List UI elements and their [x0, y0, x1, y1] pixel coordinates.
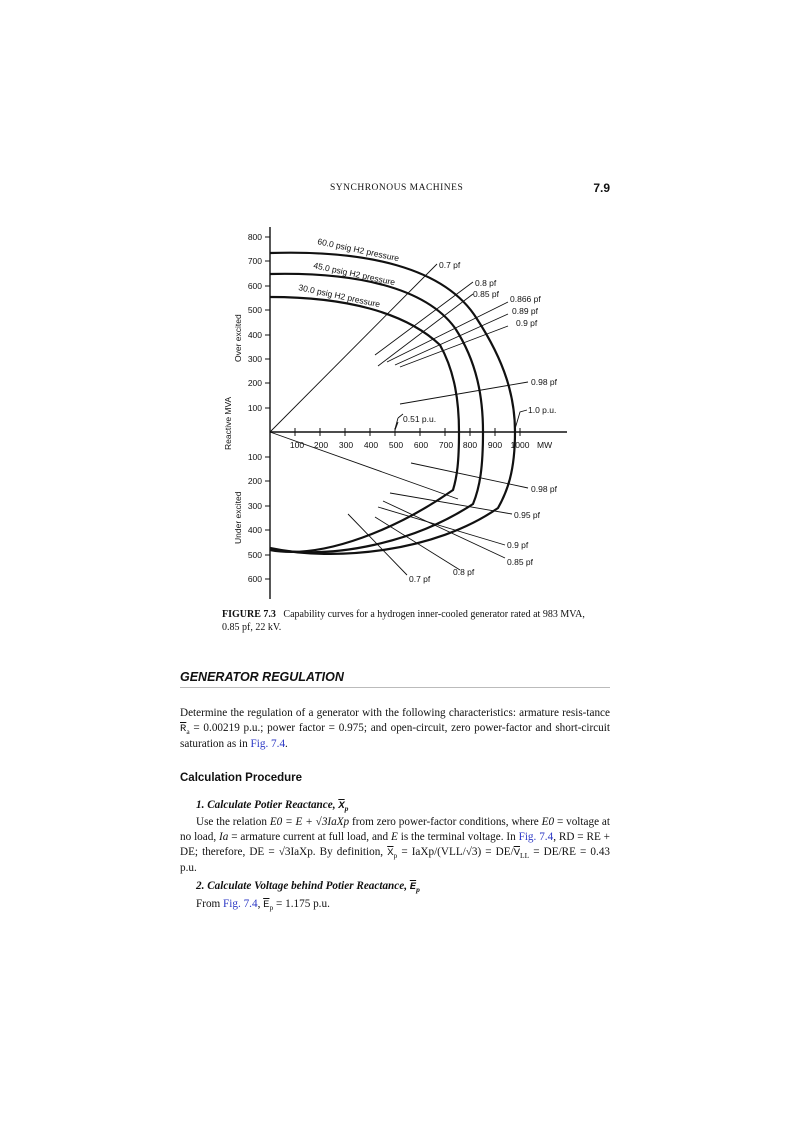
page-number: 7.9: [593, 181, 610, 195]
y-tick-label: 200: [247, 476, 262, 486]
symbol-x: $\overline{X}$: [338, 800, 345, 812]
pf-label: 0.85 pf: [473, 289, 499, 299]
curve-30-psig: [270, 297, 459, 552]
caption-label: FIGURE 7.3: [222, 609, 276, 620]
pf-label: 0.85 pf: [507, 557, 533, 567]
fig-7-4-link[interactable]: Fig. 7.4: [518, 831, 554, 843]
y-tick-label: 200: [247, 378, 262, 388]
caption-text: Capability curves for a hydrogen inner-cooled generator rated at 983 MVA, 0.85 pf, 22 kV.: [222, 609, 585, 633]
curve-45-psig: [270, 274, 483, 552]
intro-paragraph: [180, 706, 610, 752]
step-1-heading: [196, 799, 348, 812]
intro-text: .: [285, 738, 288, 750]
step-text: from zero power-factor conditions, where: [349, 816, 542, 828]
marker-label: 0.51 p.u.: [403, 414, 437, 424]
y-tick-label: 500: [247, 305, 262, 315]
x-tick-label: 100: [289, 440, 305, 450]
equation: E0 = E + √3IaXp: [269, 816, 350, 828]
x-tick-label: 200: [313, 440, 329, 450]
y-tick-label: 100: [247, 403, 262, 413]
pf-label: 0.8 pf: [475, 278, 497, 288]
x-tick-label: 800: [462, 440, 478, 450]
y-tick-label: 300: [247, 501, 262, 511]
y-tick-label: 500: [247, 550, 262, 560]
pf-label: 0.95 pf: [514, 510, 540, 520]
x-tick-label: 600: [413, 440, 429, 450]
pf-label: 0.98 pf: [531, 377, 557, 387]
fig-7-4-link[interactable]: Fig. 7.4: [223, 898, 258, 910]
running-title: SYNCHRONOUS MACHINES: [330, 183, 464, 193]
y-tick-label: 400: [247, 330, 262, 340]
x-axis-unit: MW: [537, 440, 553, 450]
axis-label-under-excited: Under excited: [233, 491, 243, 544]
pf-label: 0.866 pf: [510, 294, 541, 304]
pf-label: 0.89 pf: [512, 306, 538, 316]
curve-label-30: 30.0 psig H2 pressure: [297, 282, 382, 310]
section-heading: GENERATOR REGULATION: [180, 670, 610, 688]
step-2-paragraph: [196, 897, 610, 913]
subscript: p: [393, 851, 398, 861]
symbol-v: $\overline{V}$: [513, 847, 521, 859]
subscript: p: [416, 885, 420, 895]
y-tick-label: 400: [247, 525, 262, 535]
x-tick-label: 1000: [510, 440, 530, 450]
x-tick-label: 400: [363, 440, 379, 450]
equation: E0: [541, 816, 555, 828]
pf-label: 0.9 pf: [516, 318, 538, 328]
y-tick-marks: [265, 237, 270, 579]
symbol-e: $\overline{E}$: [409, 881, 417, 893]
step-text: = voltage at no load,: [180, 816, 610, 843]
step-title: 2. Calculate Voltage behind Potier Reactance,: [196, 880, 407, 892]
curve-label-60: 60.0 psig H2 pressure: [316, 236, 401, 264]
y-tick-label: 300: [247, 354, 262, 364]
step-1-paragraph: [180, 815, 610, 876]
symbol-e: $\overline{E}$: [263, 899, 270, 911]
pf-label: 0.98 pf: [531, 484, 557, 494]
x-tick-label: 500: [388, 440, 404, 450]
step-text: From: [196, 898, 224, 910]
running-header: [180, 183, 610, 201]
y-tick-label: 600: [247, 281, 262, 291]
symbol-x: $\overline{X}$: [387, 847, 394, 859]
step-text: = armature current at full load, and: [228, 831, 391, 843]
equation: Ia: [219, 831, 229, 843]
subscript: p: [344, 804, 349, 814]
axis-label-over-excited: Over excited: [233, 314, 243, 362]
symbol-r: $\overline{R}$: [180, 723, 187, 735]
pf-label: 0.8 pf: [453, 567, 475, 577]
axis-label-reactive-mva: Reactive MVA: [223, 396, 233, 450]
procedure-heading: Calculation Procedure: [180, 772, 303, 784]
intro-text: = 0.00219 p.u.; power factor = 0.975; and open-circuit, zero power-factor and short-circuit saturation as in: [180, 722, 610, 750]
pf-label: 1.0 p.u.: [528, 405, 557, 415]
subscript: p: [269, 903, 274, 913]
pf-label: 0.7 pf: [409, 574, 431, 584]
y-tick-label: 100: [247, 452, 262, 462]
step-text: ,: [257, 898, 264, 910]
curve-label-45: 45.0 psig H2 pressure: [312, 260, 397, 288]
step-2-heading: [196, 880, 420, 893]
y-tick-label: 600: [247, 574, 262, 584]
step-text: is the terminal voltage. In: [397, 831, 519, 843]
step-text: = 1.175 p.u.: [273, 898, 330, 910]
step-text: Use the relation: [196, 816, 270, 828]
x-tick-label: 900: [487, 440, 503, 450]
figure-caption: [222, 608, 602, 634]
equation: E: [390, 831, 398, 843]
y-tick-label: 800: [247, 232, 262, 242]
x-tick-label: 700: [438, 440, 454, 450]
pf-label: 0.9 pf: [507, 540, 529, 550]
intro-text: Determine the regulation of a generator with the following characteristics: armature resis-tance: [180, 707, 610, 719]
subscript: LL: [520, 851, 530, 861]
y-tick-label: 700: [247, 256, 262, 266]
step-title: 1. Calculate Potier Reactance,: [196, 799, 336, 811]
step-text: = IaXp/(VLL/√3) = DE/: [397, 846, 514, 858]
pf-label: 0.7 pf: [439, 260, 461, 270]
step-text: , RD = RE + DE; therefore, DE = √3IaXp. By definition,: [180, 831, 610, 858]
step-text: = DE/RE = 0.43 p.u.: [180, 846, 611, 874]
x-tick-label: 300: [338, 440, 354, 450]
subscript: a: [186, 727, 190, 737]
fig-7-4-link[interactable]: Fig. 7.4: [250, 738, 286, 750]
capability-curve-figure: [215, 222, 585, 604]
